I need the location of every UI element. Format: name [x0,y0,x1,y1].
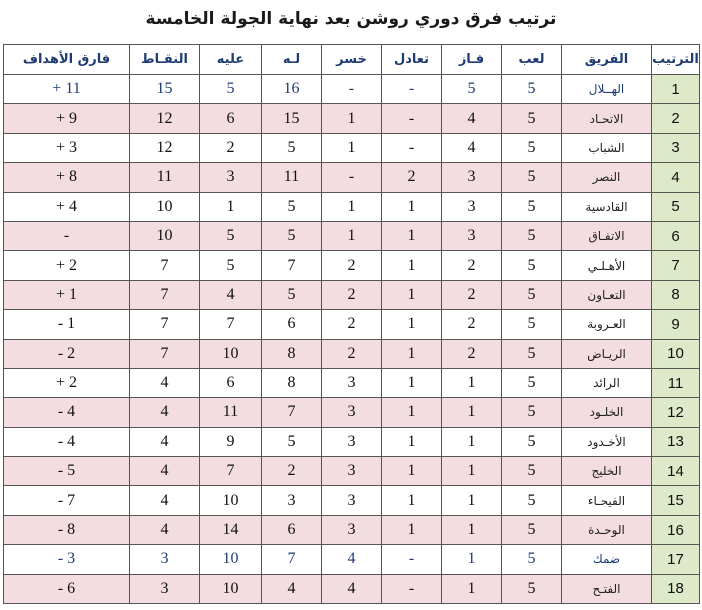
goal-diff-cell: 9 + [4,104,130,133]
goals-for-cell: 6 [262,515,322,544]
drawn-cell: 1 [382,515,442,544]
header-won: فـاز [442,45,502,75]
drawn-cell: - [382,104,442,133]
rank-cell: 10 [652,339,700,368]
goal-diff-cell: 2 + [4,251,130,280]
lost-cell: 2 [322,280,382,309]
goals-for-cell: 6 [262,310,322,339]
header-goal-diff: فارق الأهداف [4,45,130,75]
team-cell: القادسية [562,192,652,221]
points-cell: 4 [130,515,200,544]
standings-table [3,44,700,604]
goal-diff-cell: 1 + [4,280,130,309]
table-row [4,398,700,427]
lost-cell: 2 [322,310,382,339]
goal-diff-cell: 8 - [4,515,130,544]
header-goals-for: لـه [262,45,322,75]
rank-cell: 18 [652,574,700,603]
played-cell: 5 [502,280,562,309]
goal-diff-cell: 2 + [4,368,130,397]
drawn-cell: 2 [382,163,442,192]
team-cell: الرائد [562,368,652,397]
points-cell: 4 [130,486,200,515]
played-cell: 5 [502,486,562,515]
points-cell: 7 [130,280,200,309]
table-row [4,280,700,309]
points-cell: 4 [130,368,200,397]
points-cell: 4 [130,427,200,456]
points-cell: 7 [130,251,200,280]
team-cell: الأهـلـي [562,251,652,280]
goals-for-cell: 3 [262,486,322,515]
goals-for-cell: 5 [262,427,322,456]
table-row [4,427,700,456]
goals-for-cell: 11 [262,163,322,192]
won-cell: 3 [442,163,502,192]
won-cell: 1 [442,515,502,544]
drawn-cell: 1 [382,486,442,515]
won-cell: 1 [442,427,502,456]
won-cell: 4 [442,133,502,162]
team-cell: الفيحـاء [562,486,652,515]
drawn-cell: 1 [382,339,442,368]
goal-diff-cell: 4 - [4,427,130,456]
team-cell: الأخـدود [562,427,652,456]
lost-cell: 1 [322,221,382,250]
lost-cell: 3 [322,398,382,427]
points-cell: 3 [130,574,200,603]
lost-cell: 1 [322,192,382,221]
goals-against-cell: 4 [200,280,262,309]
lost-cell: 3 [322,427,382,456]
drawn-cell: 1 [382,457,442,486]
header-row [4,45,700,75]
goals-against-cell: 5 [200,251,262,280]
rank-cell: 9 [652,310,700,339]
header-rank: الترتيب [652,45,700,75]
lost-cell: 4 [322,574,382,603]
played-cell: 5 [502,457,562,486]
goal-diff-cell: 3 + [4,133,130,162]
rank-cell: 4 [652,163,700,192]
goal-diff-cell: 8 + [4,163,130,192]
drawn-cell: 1 [382,192,442,221]
won-cell: 5 [442,75,502,104]
rank-cell: 2 [652,104,700,133]
played-cell: 5 [502,427,562,456]
goal-diff-cell: 6 - [4,574,130,603]
team-cell: التعـاون [562,280,652,309]
drawn-cell: 1 [382,427,442,456]
goals-against-cell: 9 [200,427,262,456]
points-cell: 12 [130,133,200,162]
header-points: النقـاط [130,45,200,75]
won-cell: 2 [442,339,502,368]
won-cell: 1 [442,486,502,515]
table-row [4,486,700,515]
rank-cell: 3 [652,133,700,162]
won-cell: 4 [442,104,502,133]
played-cell: 5 [502,221,562,250]
played-cell: 5 [502,368,562,397]
team-cell: الشباب [562,133,652,162]
table-row [4,545,700,574]
points-cell: 12 [130,104,200,133]
goals-against-cell: 10 [200,339,262,368]
goal-diff-cell: 4 - [4,398,130,427]
rank-cell: 7 [652,251,700,280]
goal-diff-cell: 5 - [4,457,130,486]
rank-cell: 16 [652,515,700,544]
rank-cell: 15 [652,486,700,515]
lost-cell: 2 [322,251,382,280]
goal-diff-cell: 3 - [4,545,130,574]
drawn-cell: - [382,574,442,603]
played-cell: 5 [502,398,562,427]
drawn-cell: 1 [382,310,442,339]
played-cell: 5 [502,133,562,162]
goals-against-cell: 5 [200,75,262,104]
rank-cell: 17 [652,545,700,574]
table-row [4,251,700,280]
lost-cell: 3 [322,515,382,544]
won-cell: 1 [442,368,502,397]
drawn-cell: 1 [382,280,442,309]
played-cell: 5 [502,515,562,544]
won-cell: 1 [442,574,502,603]
goals-for-cell: 4 [262,574,322,603]
won-cell: 2 [442,280,502,309]
team-cell: الوحـدة [562,515,652,544]
table-row [4,457,700,486]
goal-diff-cell: 1 - [4,310,130,339]
won-cell: 2 [442,251,502,280]
team-cell: الاتحـاد [562,104,652,133]
header-team: الفريق [562,45,652,75]
rank-cell: 11 [652,368,700,397]
points-cell: 10 [130,221,200,250]
rank-cell: 1 [652,75,700,104]
team-cell: العـروبة [562,310,652,339]
goals-for-cell: 8 [262,339,322,368]
won-cell: 3 [442,221,502,250]
drawn-cell: 1 [382,398,442,427]
drawn-cell: - [382,75,442,104]
team-cell: الفتـح [562,574,652,603]
played-cell: 5 [502,104,562,133]
table-row [4,133,700,162]
goals-against-cell: 3 [200,163,262,192]
won-cell: 1 [442,545,502,574]
table-row [4,221,700,250]
points-cell: 15 [130,75,200,104]
played-cell: 5 [502,75,562,104]
goals-against-cell: 11 [200,398,262,427]
goals-for-cell: 7 [262,251,322,280]
rank-cell: 8 [652,280,700,309]
rank-cell: 5 [652,192,700,221]
played-cell: 5 [502,339,562,368]
won-cell: 1 [442,398,502,427]
points-cell: 4 [130,398,200,427]
points-cell: 10 [130,192,200,221]
goals-for-cell: 5 [262,192,322,221]
rank-cell: 12 [652,398,700,427]
table-row [4,574,700,603]
goal-diff-cell: 7 - [4,486,130,515]
lost-cell: - [322,75,382,104]
goals-against-cell: 7 [200,310,262,339]
goals-for-cell: 7 [262,398,322,427]
points-cell: 3 [130,545,200,574]
lost-cell: 1 [322,133,382,162]
goals-against-cell: 6 [200,368,262,397]
table-row [4,75,700,104]
table-row [4,310,700,339]
goals-for-cell: 7 [262,545,322,574]
goals-for-cell: 15 [262,104,322,133]
goals-against-cell: 5 [200,221,262,250]
table-row [4,515,700,544]
drawn-cell: 1 [382,221,442,250]
goals-against-cell: 14 [200,515,262,544]
goals-against-cell: 10 [200,486,262,515]
team-cell: الخليج [562,457,652,486]
team-cell: الاتفـاق [562,221,652,250]
goals-for-cell: 5 [262,280,322,309]
table-row [4,339,700,368]
table-row [4,368,700,397]
team-cell: ضمك [562,545,652,574]
team-cell: الريـاض [562,339,652,368]
points-cell: 7 [130,310,200,339]
lost-cell: 1 [322,104,382,133]
goals-for-cell: 2 [262,457,322,486]
drawn-cell: - [382,545,442,574]
played-cell: 5 [502,310,562,339]
lost-cell: 3 [322,486,382,515]
drawn-cell: 1 [382,251,442,280]
lost-cell: 4 [322,545,382,574]
played-cell: 5 [502,163,562,192]
lost-cell: 2 [322,339,382,368]
goals-against-cell: 1 [200,192,262,221]
goals-against-cell: 7 [200,457,262,486]
team-cell: النصر [562,163,652,192]
points-cell: 7 [130,339,200,368]
played-cell: 5 [502,192,562,221]
lost-cell: - [322,163,382,192]
goals-against-cell: 2 [200,133,262,162]
goals-against-cell: 6 [200,104,262,133]
goals-for-cell: 8 [262,368,322,397]
header-goals-against: عليه [200,45,262,75]
goals-against-cell: 10 [200,574,262,603]
goals-against-cell: 10 [200,545,262,574]
goal-diff-cell: 11 + [4,75,130,104]
won-cell: 3 [442,192,502,221]
won-cell: 1 [442,457,502,486]
table-row [4,104,700,133]
drawn-cell: - [382,133,442,162]
lost-cell: 3 [322,368,382,397]
points-cell: 4 [130,457,200,486]
goal-diff-cell: 2 - [4,339,130,368]
played-cell: 5 [502,545,562,574]
rank-cell: 13 [652,427,700,456]
table-row [4,192,700,221]
points-cell: 11 [130,163,200,192]
page-title: ترتيب فرق دوري روشن بعد نهاية الجولة الخامسة [145,9,557,29]
goals-for-cell: 16 [262,75,322,104]
goal-diff-cell: - [4,221,130,250]
header-lost: خسر [322,45,382,75]
lost-cell: 3 [322,457,382,486]
played-cell: 5 [502,574,562,603]
drawn-cell: 1 [382,368,442,397]
header-drawn: تعادل [382,45,442,75]
goals-for-cell: 5 [262,221,322,250]
won-cell: 2 [442,310,502,339]
rank-cell: 14 [652,457,700,486]
played-cell: 5 [502,251,562,280]
rank-cell: 6 [652,221,700,250]
goal-diff-cell: 4 + [4,192,130,221]
team-cell: الخلـود [562,398,652,427]
team-cell: الهــلال [562,75,652,104]
goals-for-cell: 5 [262,133,322,162]
header-played: لعب [502,45,562,75]
table-row [4,163,700,192]
